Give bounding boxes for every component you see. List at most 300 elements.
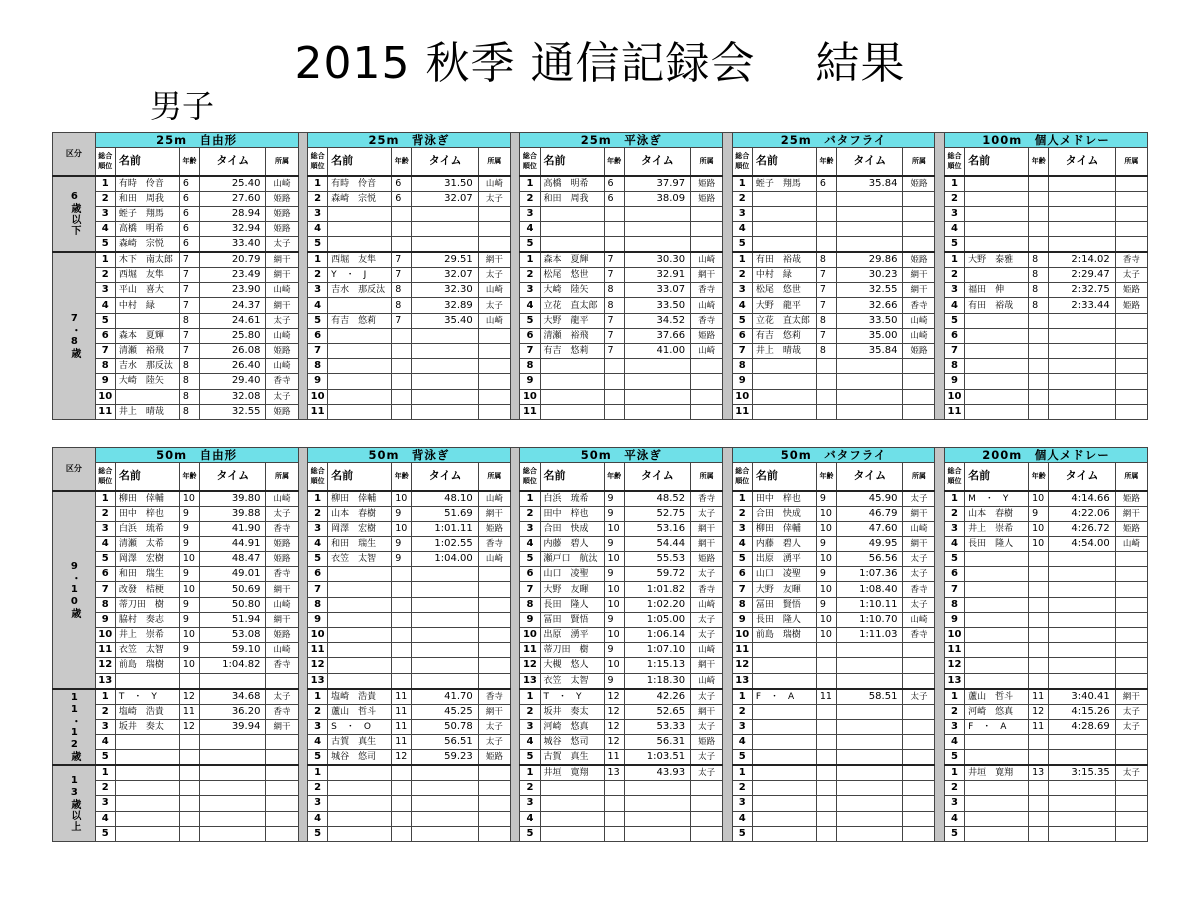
name-cell — [115, 673, 179, 689]
time-cell — [837, 765, 903, 781]
time-cell — [412, 567, 478, 582]
age-cell: 9 — [816, 567, 836, 582]
school-cell — [903, 389, 935, 404]
age-cell — [392, 237, 412, 253]
school-cell: 網干 — [903, 283, 935, 298]
name-cell: 和田 瑞生 — [328, 536, 392, 551]
name-cell — [540, 206, 604, 221]
school-cell: 網干 — [266, 612, 298, 627]
rank-cell: 3 — [95, 283, 115, 298]
rank-cell: 1 — [308, 176, 328, 192]
school-cell: 姫路 — [691, 552, 723, 567]
rank-cell: 6 — [308, 328, 328, 343]
school-cell: 網干 — [903, 268, 935, 283]
name-cell: 立花 直太郎 — [540, 298, 604, 313]
event-title: 25m バタフライ — [732, 133, 935, 148]
school-cell: 姫路 — [1115, 521, 1147, 536]
age-cell — [816, 221, 836, 236]
name-cell — [328, 567, 392, 582]
school-cell — [478, 796, 510, 811]
school-cell — [478, 658, 510, 673]
age-cell: 10 — [179, 491, 199, 507]
name-cell — [752, 796, 816, 811]
time-cell — [837, 811, 903, 826]
rank-cell: 1 — [308, 689, 328, 705]
gender-label: 男子 — [150, 87, 215, 125]
age-division: 13歳以上 — [53, 765, 96, 841]
age-cell: 9 — [392, 552, 412, 567]
name-cell: 冨田 賢悟 — [540, 612, 604, 627]
school-cell: 姫路 — [266, 191, 298, 206]
name-cell — [752, 765, 816, 781]
time-cell — [412, 359, 478, 374]
name-cell — [115, 734, 179, 749]
time-cell: 56.31 — [624, 734, 690, 749]
rank-cell: 1 — [944, 689, 964, 705]
time-cell — [412, 237, 478, 253]
school-cell: 太子 — [691, 750, 723, 766]
name-cell — [540, 374, 604, 389]
name-cell: 古賀 真生 — [328, 734, 392, 749]
name-cell — [328, 344, 392, 359]
school-cell — [1115, 191, 1147, 206]
name-cell — [752, 237, 816, 253]
name-cell — [328, 765, 392, 781]
name-cell: 衣笠 太智 — [540, 673, 604, 689]
age-cell: 8 — [1029, 283, 1049, 298]
time-header: タイム — [837, 463, 903, 491]
name-cell: 白浜 琉希 — [115, 521, 179, 536]
school-cell — [903, 237, 935, 253]
age-cell — [816, 781, 836, 796]
name-cell — [328, 404, 392, 419]
rank-cell: 4 — [732, 734, 752, 749]
rank-cell: 2 — [520, 781, 540, 796]
age-cell — [816, 389, 836, 404]
time-cell — [624, 796, 690, 811]
school-header: 所属 — [478, 148, 510, 176]
age-cell — [816, 206, 836, 221]
time-cell: 3:15.35 — [1049, 765, 1115, 781]
time-header: タイム — [200, 148, 266, 176]
time-cell — [412, 658, 478, 673]
time-cell — [837, 750, 903, 766]
age-cell: 10 — [816, 552, 836, 567]
age-header: 年齢 — [604, 463, 624, 491]
name-cell — [752, 658, 816, 673]
time-cell: 26.08 — [200, 344, 266, 359]
age-cell: 10 — [392, 521, 412, 536]
school-cell: 姫路 — [1115, 283, 1147, 298]
age-cell — [1029, 582, 1049, 597]
rank-cell: 2 — [308, 704, 328, 719]
name-cell — [540, 221, 604, 236]
name-cell: 和田 周我 — [115, 191, 179, 206]
age-cell: 6 — [179, 237, 199, 253]
time-cell: 52.65 — [624, 704, 690, 719]
name-cell: 山口 凌聖 — [540, 567, 604, 582]
age-cell: 8 — [179, 359, 199, 374]
time-cell — [200, 826, 266, 841]
rank-cell: 5 — [520, 552, 540, 567]
rank-cell: 5 — [95, 313, 115, 328]
name-cell: 井上 崇希 — [115, 628, 179, 643]
event-separator — [723, 448, 732, 842]
school-cell — [1115, 582, 1147, 597]
rank-cell: 7 — [520, 344, 540, 359]
rank-cell: 1 — [95, 176, 115, 192]
rank-cell: 6 — [520, 567, 540, 582]
rank-cell: 5 — [520, 826, 540, 841]
time-cell — [412, 781, 478, 796]
age-cell: 10 — [1029, 536, 1049, 551]
name-header: 名前 — [115, 463, 179, 491]
name-cell: S ・ O — [328, 719, 392, 734]
name-cell — [115, 750, 179, 766]
name-cell: 立花 直太郎 — [752, 313, 816, 328]
age-cell: 6 — [604, 191, 624, 206]
school-cell — [478, 612, 510, 627]
rank-cell: 10 — [520, 389, 540, 404]
rank-cell: 9 — [944, 612, 964, 627]
age-cell: 10 — [816, 506, 836, 521]
age-cell: 6 — [816, 176, 836, 192]
time-cell: 2:29.47 — [1049, 268, 1115, 283]
rank-cell: 13 — [95, 673, 115, 689]
school-cell — [1115, 237, 1147, 253]
time-cell: 47.60 — [837, 521, 903, 536]
age-cell — [392, 826, 412, 841]
age-cell: 9 — [179, 506, 199, 521]
school-cell — [691, 826, 723, 841]
rank-cell: 2 — [95, 506, 115, 521]
time-cell — [1049, 206, 1115, 221]
age-cell: 7 — [816, 268, 836, 283]
name-cell: 合田 快成 — [752, 506, 816, 521]
school-cell: 網干 — [266, 298, 298, 313]
time-cell — [412, 404, 478, 419]
school-cell — [1115, 374, 1147, 389]
school-cell: 山崎 — [691, 643, 723, 658]
school-cell — [1115, 811, 1147, 826]
rank-cell: 7 — [308, 344, 328, 359]
name-cell: 有吉 悠莉 — [328, 313, 392, 328]
time-cell — [412, 328, 478, 343]
time-cell: 55.53 — [624, 552, 690, 567]
rank-cell: 5 — [308, 826, 328, 841]
age-cell: 10 — [179, 582, 199, 597]
name-cell — [965, 313, 1029, 328]
age-cell: 12 — [604, 719, 624, 734]
name-cell — [328, 811, 392, 826]
age-cell — [392, 582, 412, 597]
rank-cell: 5 — [308, 750, 328, 766]
time-cell: 1:04.00 — [412, 552, 478, 567]
name-cell: 塩崎 浩貴 — [115, 704, 179, 719]
time-cell — [837, 796, 903, 811]
age-cell — [1029, 567, 1049, 582]
name-cell: 和田 周我 — [540, 191, 604, 206]
school-cell — [903, 796, 935, 811]
age-cell — [604, 796, 624, 811]
event-title: 50m バタフライ — [732, 448, 935, 463]
time-cell — [624, 374, 690, 389]
rank-cell: 9 — [95, 612, 115, 627]
school-cell — [691, 781, 723, 796]
age-cell: 12 — [604, 734, 624, 749]
name-cell — [965, 221, 1029, 236]
time-cell: 49.95 — [837, 536, 903, 551]
time-cell: 35.40 — [412, 313, 478, 328]
school-cell: 香寺 — [903, 582, 935, 597]
school-cell — [478, 765, 510, 781]
name-cell: 吉水 那反汰 — [115, 359, 179, 374]
rank-cell: 1 — [944, 252, 964, 268]
name-cell — [540, 781, 604, 796]
rank-cell: 4 — [308, 734, 328, 749]
age-cell: 7 — [604, 344, 624, 359]
time-cell — [837, 237, 903, 253]
time-cell: 1:07.36 — [837, 567, 903, 582]
school-cell — [1115, 658, 1147, 673]
school-cell: 香寺 — [691, 582, 723, 597]
age-cell: 11 — [179, 704, 199, 719]
name-header: 名前 — [328, 463, 392, 491]
age-cell — [816, 750, 836, 766]
school-cell — [1115, 750, 1147, 766]
name-cell: 古賀 真生 — [540, 750, 604, 766]
time-cell: 49.01 — [200, 567, 266, 582]
rank-cell: 9 — [520, 612, 540, 627]
name-cell: 出原 湧平 — [540, 628, 604, 643]
school-cell: 姫路 — [1115, 298, 1147, 313]
name-cell: 有時 伶音 — [328, 176, 392, 192]
school-cell: 太子 — [478, 191, 510, 206]
time-cell: 33.50 — [624, 298, 690, 313]
rank-cell: 10 — [520, 628, 540, 643]
name-cell: 柳田 倖輔 — [115, 491, 179, 507]
name-cell: 蘆山 哲斗 — [328, 704, 392, 719]
rank-cell: 5 — [520, 313, 540, 328]
school-cell: 香寺 — [691, 491, 723, 507]
time-cell: 25.80 — [200, 328, 266, 343]
name-cell: 高橋 明希 — [115, 221, 179, 236]
time-cell: 56.51 — [412, 734, 478, 749]
name-cell: 蘆山 哲斗 — [965, 689, 1029, 705]
time-cell: 25.40 — [200, 176, 266, 192]
time-cell: 37.66 — [624, 328, 690, 343]
rank-header: 総合順位 — [732, 148, 752, 176]
rank-cell: 8 — [95, 597, 115, 612]
time-cell: 50.78 — [412, 719, 478, 734]
school-cell — [478, 328, 510, 343]
division-header: 区分 — [53, 133, 96, 176]
name-cell: 清瀬 太希 — [115, 536, 179, 551]
school-cell: 網干 — [478, 506, 510, 521]
name-cell: 有吉 悠莉 — [540, 344, 604, 359]
name-cell: 岡澤 宏樹 — [115, 552, 179, 567]
rank-cell: 3 — [520, 719, 540, 734]
school-cell — [903, 359, 935, 374]
name-cell: 蒂刀田 樹 — [115, 597, 179, 612]
age-cell: 12 — [604, 689, 624, 705]
rank-cell: 1 — [732, 689, 752, 705]
time-cell: 1:18.30 — [624, 673, 690, 689]
rank-cell: 2 — [520, 704, 540, 719]
rank-cell: 5 — [308, 552, 328, 567]
age-cell — [816, 826, 836, 841]
name-cell: 高橋 明希 — [540, 176, 604, 192]
time-cell — [1049, 796, 1115, 811]
name-header: 名前 — [328, 148, 392, 176]
time-cell — [837, 191, 903, 206]
age-cell — [816, 191, 836, 206]
name-cell: F ・ A — [965, 719, 1029, 734]
rank-cell: 3 — [944, 283, 964, 298]
age-cell: 11 — [392, 719, 412, 734]
time-cell: 39.88 — [200, 506, 266, 521]
age-cell — [179, 750, 199, 766]
name-cell — [965, 268, 1029, 283]
time-cell: 1:10.11 — [837, 597, 903, 612]
age-cell — [816, 658, 836, 673]
name-cell: 西堀 友隼 — [115, 268, 179, 283]
event-title: 25m 背泳ぎ — [308, 133, 511, 148]
time-cell: 1:02.20 — [624, 597, 690, 612]
name-cell: 吉水 那反汰 — [328, 283, 392, 298]
name-cell — [965, 359, 1029, 374]
name-cell: 大野 龍平 — [752, 298, 816, 313]
school-cell: 太子 — [903, 567, 935, 582]
time-cell: 32.94 — [200, 221, 266, 236]
rank-cell: 1 — [732, 252, 752, 268]
school-cell — [903, 673, 935, 689]
age-cell — [179, 734, 199, 749]
rank-cell: 1 — [520, 252, 540, 268]
age-cell — [1029, 643, 1049, 658]
age-cell — [1029, 389, 1049, 404]
name-cell: 有時 伶音 — [115, 176, 179, 192]
age-cell — [1029, 328, 1049, 343]
age-cell: 10 — [179, 552, 199, 567]
time-cell — [1049, 628, 1115, 643]
rank-cell: 7 — [308, 582, 328, 597]
name-cell — [965, 628, 1029, 643]
age-cell — [816, 734, 836, 749]
time-cell — [837, 359, 903, 374]
school-cell — [691, 796, 723, 811]
name-cell: 大槻 悠人 — [540, 658, 604, 673]
rank-cell: 7 — [732, 582, 752, 597]
age-cell: 12 — [604, 704, 624, 719]
rank-cell: 2 — [95, 704, 115, 719]
time-cell: 58.51 — [837, 689, 903, 705]
school-cell — [1115, 359, 1147, 374]
school-cell: 山崎 — [478, 176, 510, 192]
rank-cell: 5 — [732, 750, 752, 766]
rank-cell: 4 — [944, 298, 964, 313]
age-cell — [392, 328, 412, 343]
age-cell — [1029, 552, 1049, 567]
school-cell: 山崎 — [691, 298, 723, 313]
rank-cell: 2 — [95, 268, 115, 283]
rank-cell: 4 — [95, 811, 115, 826]
time-cell: 34.52 — [624, 313, 690, 328]
event-title: 50m 自由形 — [95, 448, 298, 463]
school-cell: 山崎 — [478, 313, 510, 328]
time-cell — [412, 643, 478, 658]
school-cell — [478, 221, 510, 236]
rank-cell: 5 — [308, 313, 328, 328]
name-cell: 長田 隆人 — [965, 536, 1029, 551]
age-cell: 10 — [604, 597, 624, 612]
time-cell: 46.79 — [837, 506, 903, 521]
event-separator — [298, 448, 307, 842]
school-cell: 網干 — [266, 582, 298, 597]
rank-cell: 11 — [520, 404, 540, 419]
rank-cell: 3 — [95, 796, 115, 811]
rank-cell: 1 — [732, 491, 752, 507]
age-cell — [604, 237, 624, 253]
age-cell: 12 — [179, 689, 199, 705]
age-cell — [392, 597, 412, 612]
school-cell: 香寺 — [903, 628, 935, 643]
name-cell — [965, 811, 1029, 826]
school-cell — [1115, 313, 1147, 328]
rank-cell: 5 — [732, 552, 752, 567]
time-cell: 2:32.75 — [1049, 283, 1115, 298]
school-cell: 太子 — [266, 389, 298, 404]
time-cell — [1049, 374, 1115, 389]
age-header: 年齢 — [816, 463, 836, 491]
time-cell: 51.94 — [200, 612, 266, 627]
name-cell: 大崎 陸矢 — [115, 374, 179, 389]
name-cell: 出原 湧平 — [752, 552, 816, 567]
school-cell: 太子 — [691, 689, 723, 705]
time-cell — [1049, 567, 1115, 582]
school-cell: 姫路 — [691, 734, 723, 749]
rank-cell: 1 — [944, 765, 964, 781]
time-cell: 45.25 — [412, 704, 478, 719]
school-cell: 太子 — [691, 719, 723, 734]
rank-cell: 2 — [520, 506, 540, 521]
school-cell: 山崎 — [903, 328, 935, 343]
age-cell: 9 — [179, 612, 199, 627]
age-cell — [816, 359, 836, 374]
rank-cell: 11 — [308, 404, 328, 419]
rank-cell: 5 — [95, 750, 115, 766]
name-cell: 大野 友暉 — [752, 582, 816, 597]
age-cell: 8 — [179, 374, 199, 389]
school-cell — [478, 673, 510, 689]
age-cell: 6 — [392, 191, 412, 206]
school-cell: 香寺 — [478, 689, 510, 705]
time-cell: 4:54.00 — [1049, 536, 1115, 551]
name-cell — [752, 191, 816, 206]
name-cell — [965, 552, 1029, 567]
name-cell: 冨田 賢悟 — [752, 597, 816, 612]
age-cell — [816, 237, 836, 253]
time-cell: 1:10.70 — [837, 612, 903, 627]
age-cell: 11 — [1029, 689, 1049, 705]
rank-cell: 3 — [95, 719, 115, 734]
school-cell — [1115, 567, 1147, 582]
school-cell: 太子 — [903, 597, 935, 612]
name-cell: 坂井 奏太 — [115, 719, 179, 734]
age-cell: 8 — [816, 344, 836, 359]
rank-cell: 3 — [95, 206, 115, 221]
time-cell — [837, 781, 903, 796]
